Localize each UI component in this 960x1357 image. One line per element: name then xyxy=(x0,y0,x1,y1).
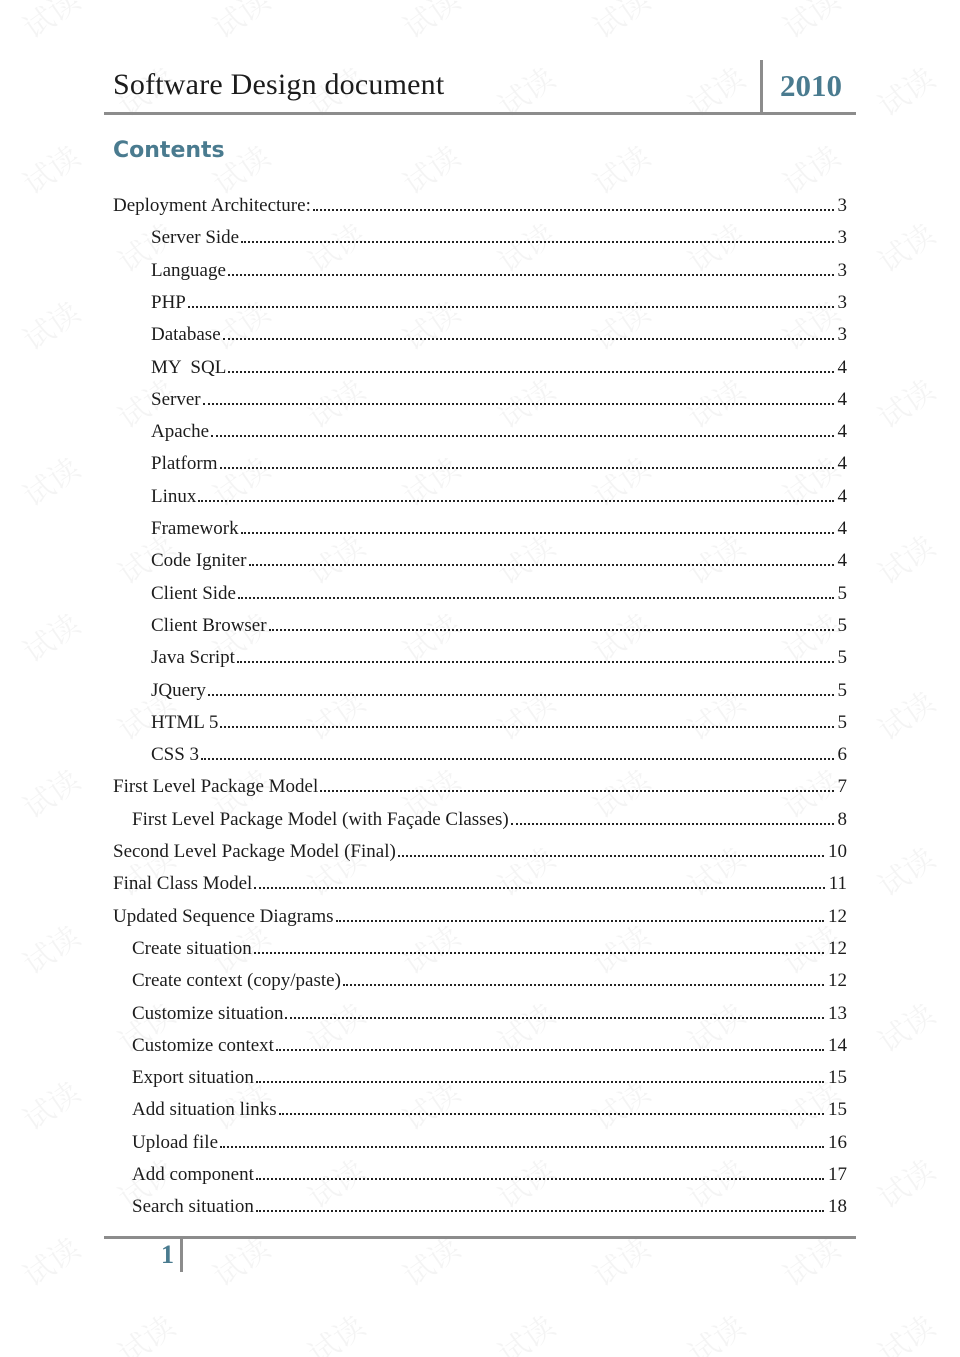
toc-entry-label: Platform xyxy=(151,453,218,475)
watermark xyxy=(13,1225,87,1295)
toc-entry-page: 13 xyxy=(828,1002,847,1024)
toc-entry[interactable] xyxy=(113,898,847,928)
toc-dot-leader xyxy=(276,1049,824,1051)
watermark xyxy=(13,0,87,47)
watermark xyxy=(868,55,942,125)
toc-dot-leader xyxy=(285,1017,824,1019)
toc-dot-leader xyxy=(220,467,834,469)
header-divider xyxy=(760,60,763,112)
toc-dot-leader xyxy=(279,1113,824,1115)
toc-entry-page: 3 xyxy=(837,291,847,313)
toc-entry-label: Create situation xyxy=(132,937,252,959)
toc-entry-page: 5 xyxy=(837,679,847,701)
toc-entry[interactable] xyxy=(151,575,847,605)
toc-entry[interactable] xyxy=(151,704,847,734)
toc-entry-page: 5 xyxy=(837,582,847,604)
toc-entry-label: Final Class Model xyxy=(113,873,253,895)
watermark xyxy=(773,0,847,47)
toc-entry[interactable] xyxy=(151,252,847,282)
toc-dot-leader xyxy=(203,403,834,405)
toc-entry-page: 15 xyxy=(828,1067,847,1089)
watermark xyxy=(13,913,87,983)
toc-entry[interactable] xyxy=(113,833,847,863)
toc-entry-label: Linux xyxy=(151,485,197,507)
toc-entry-label: Add situation links xyxy=(132,1099,277,1121)
toc-entry[interactable] xyxy=(132,995,847,1025)
toc-dot-leader xyxy=(211,435,833,437)
toc-dot-leader xyxy=(398,855,824,857)
toc-entry-page: 3 xyxy=(837,195,847,216)
toc-entry-page: 18 xyxy=(828,1196,847,1218)
toc-entry[interactable] xyxy=(151,219,847,249)
toc-dot-leader xyxy=(320,790,833,792)
toc-dot-leader xyxy=(201,758,833,760)
toc-dot-leader xyxy=(228,371,833,373)
toc-entry-page: 10 xyxy=(828,841,847,862)
watermark xyxy=(583,0,657,47)
toc-entry[interactable] xyxy=(151,478,847,508)
toc-entry-page: 14 xyxy=(828,1034,847,1056)
toc-entry[interactable] xyxy=(151,510,847,540)
toc-entry-label: Language xyxy=(151,259,226,281)
watermark xyxy=(678,1303,752,1357)
toc-entry-page: 5 xyxy=(837,711,847,733)
toc-entry[interactable] xyxy=(113,187,847,217)
watermark xyxy=(868,679,942,749)
toc-entry[interactable] xyxy=(151,316,847,346)
toc-entry[interactable] xyxy=(151,381,847,411)
toc-entry-label: First Level Package Model (with Façade Classes) xyxy=(132,808,509,830)
toc-entry-page: 3 xyxy=(837,324,847,346)
toc-dot-leader xyxy=(254,887,824,889)
toc-entry-label: Customize situation xyxy=(132,1002,284,1024)
page-number: 1 xyxy=(161,1240,174,1269)
document-year: 2010 xyxy=(780,68,842,103)
document-title: Software Design document xyxy=(113,68,445,101)
toc-entry-page: 5 xyxy=(837,647,847,669)
toc-dot-leader xyxy=(237,661,834,663)
toc-entry-label: First Level Package Model xyxy=(113,776,319,798)
toc-dot-leader xyxy=(208,694,834,696)
toc-entry-label: JQuery xyxy=(151,679,206,701)
toc-entry-label: Server Side xyxy=(151,227,240,249)
watermark xyxy=(108,1303,182,1357)
toc-entry-page: 4 xyxy=(837,388,847,410)
toc-dot-leader xyxy=(188,306,834,308)
toc-entry-label: Client Browser xyxy=(151,614,267,636)
toc-dot-leader xyxy=(336,920,824,922)
watermark xyxy=(13,289,87,359)
toc-entry-page: 3 xyxy=(837,259,847,281)
toc-entry-page: 7 xyxy=(837,776,847,798)
toc-entry-label: MY SQL xyxy=(151,356,227,378)
toc-entry-label: Customize context xyxy=(132,1034,274,1056)
toc-dot-leader xyxy=(256,1210,824,1212)
toc-dot-leader xyxy=(343,984,824,986)
toc-entry-label: Create context (copy/paste) xyxy=(132,970,341,992)
toc-entry-page: 5 xyxy=(837,614,847,636)
watermark xyxy=(13,445,87,515)
toc-entry-page: 16 xyxy=(828,1131,847,1153)
toc-dot-leader xyxy=(241,241,833,243)
watermark xyxy=(868,991,942,1061)
toc-entry-page: 8 xyxy=(837,808,847,830)
watermark xyxy=(868,1147,942,1217)
toc-dot-leader xyxy=(269,629,834,631)
watermark xyxy=(298,1303,372,1357)
watermark xyxy=(203,0,277,47)
toc-entry-label: Search situation xyxy=(132,1196,254,1218)
toc-entry[interactable] xyxy=(151,445,847,475)
footer-divider xyxy=(180,1236,183,1272)
toc-dot-leader xyxy=(254,952,824,954)
watermark xyxy=(393,0,467,47)
watermark xyxy=(868,1303,942,1357)
toc-entry[interactable] xyxy=(151,413,847,443)
toc-entry[interactable] xyxy=(151,639,847,669)
toc-entry[interactable] xyxy=(151,349,847,379)
toc-entry-label: Export situation xyxy=(132,1067,254,1089)
toc-entry-page: 17 xyxy=(828,1164,847,1185)
toc-dot-leader xyxy=(198,500,833,502)
toc-entry[interactable] xyxy=(151,542,847,572)
toc-dot-leader xyxy=(511,823,834,825)
watermark xyxy=(13,1069,87,1139)
toc-entry[interactable] xyxy=(113,768,847,798)
page-header xyxy=(104,60,856,115)
toc-entry-label: Deployment Architecture: xyxy=(113,195,311,216)
watermark xyxy=(13,601,87,671)
toc-entry-page: 4 xyxy=(837,356,847,378)
toc-entry[interactable] xyxy=(132,1091,847,1121)
toc-entry[interactable] xyxy=(132,930,847,960)
contents-heading: Contents xyxy=(113,138,225,163)
toc-dot-leader xyxy=(238,597,834,599)
watermark xyxy=(13,757,87,827)
toc-dot-leader xyxy=(228,274,834,276)
toc-entry[interactable] xyxy=(132,1059,847,1089)
toc-entry-label: Client Side xyxy=(151,582,236,604)
toc-entry[interactable] xyxy=(132,1027,847,1057)
toc-dot-leader xyxy=(256,1178,824,1180)
toc-dot-leader xyxy=(249,564,834,566)
toc-entry[interactable] xyxy=(151,607,847,637)
toc-entry-page: 4 xyxy=(837,550,847,572)
toc-dot-leader xyxy=(313,209,834,211)
toc-entry-label: CSS 3 xyxy=(151,744,200,766)
toc-entry-label: Java Script xyxy=(151,647,235,669)
toc-entry-page: 6 xyxy=(837,744,847,766)
toc-entry-label: Apache xyxy=(151,421,210,443)
toc-entry[interactable] xyxy=(151,672,847,702)
toc-entry[interactable] xyxy=(132,962,847,992)
toc-entry-label: Database xyxy=(151,324,221,346)
toc-dot-leader xyxy=(223,338,834,340)
toc-entry-label: Server xyxy=(151,388,201,410)
toc-entry-page: 4 xyxy=(837,421,847,443)
toc-entry-page: 4 xyxy=(837,485,847,507)
watermark xyxy=(868,211,942,281)
toc-dot-leader xyxy=(256,1081,824,1083)
toc-entry-page: 4 xyxy=(837,453,847,475)
toc-entry[interactable] xyxy=(132,1156,847,1186)
toc-entry-page: 12 xyxy=(828,937,847,959)
toc-entry-label: Framework xyxy=(151,518,239,539)
toc-entry[interactable] xyxy=(113,865,847,895)
watermark xyxy=(488,1303,562,1357)
toc-entry-label: Updated Sequence Diagrams xyxy=(113,905,334,927)
toc-entry-page: 4 xyxy=(837,518,847,539)
toc-entry-page: 11 xyxy=(828,873,847,895)
toc-entry-label: Upload file xyxy=(132,1131,219,1153)
toc-entry[interactable] xyxy=(132,1124,847,1154)
toc-entry[interactable] xyxy=(132,1188,847,1218)
watermark xyxy=(868,523,942,593)
footer-rule xyxy=(104,1236,856,1239)
toc-entry[interactable] xyxy=(132,801,847,831)
toc-entry[interactable] xyxy=(151,284,847,314)
toc-entry-label: HTML 5 xyxy=(151,711,219,733)
toc-dot-leader xyxy=(220,1146,824,1148)
watermark xyxy=(868,835,942,905)
toc-entry-label: Add component xyxy=(132,1164,254,1185)
toc-entry-page: 12 xyxy=(828,905,847,927)
watermark xyxy=(13,133,87,203)
toc-entry-page: 15 xyxy=(828,1099,847,1121)
toc-entry-label: Code Igniter xyxy=(151,550,247,572)
toc-dot-leader xyxy=(241,532,834,534)
toc-entry-label: PHP xyxy=(151,291,186,313)
toc-dot-leader xyxy=(220,726,833,728)
toc-entry[interactable] xyxy=(151,736,847,766)
toc-entry-page: 12 xyxy=(828,970,847,992)
toc-entry-label: Second Level Package Model (Final) xyxy=(113,841,396,862)
watermark xyxy=(868,367,942,437)
toc-entry-page: 3 xyxy=(837,227,847,249)
